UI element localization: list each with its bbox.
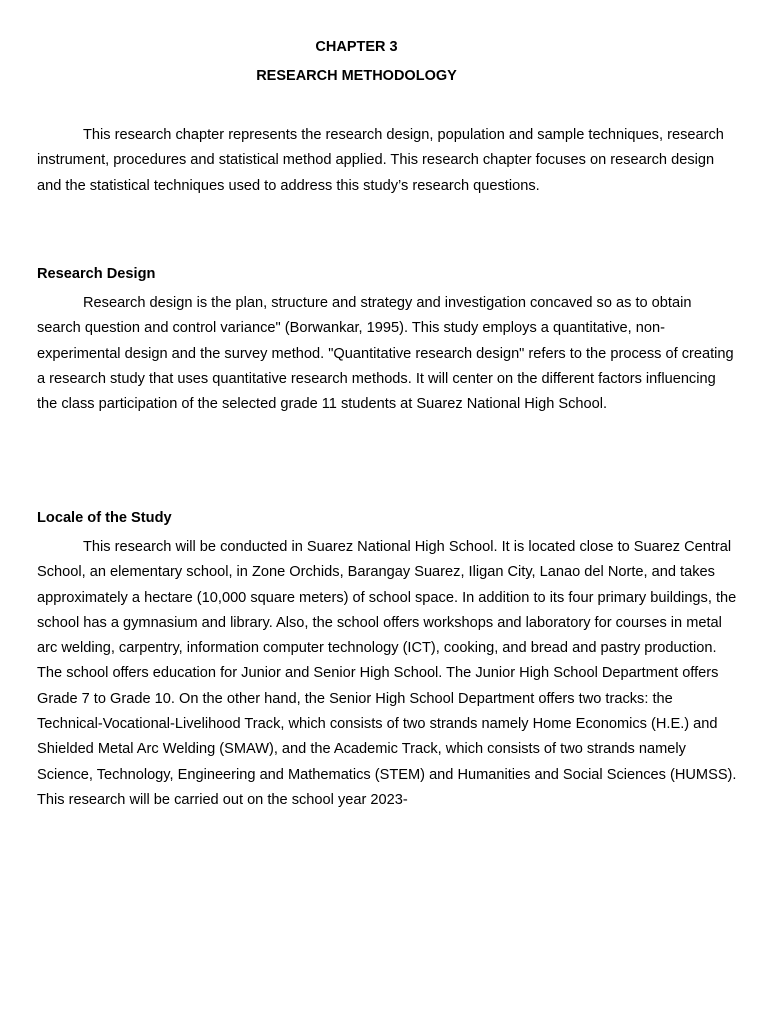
intro-paragraph-text: This research chapter represents the research design, population and sample techniques, research instrument, procedures and statistical method applied. This research chapter focuses on research design and the statistical techniques used to address this study’s research questions. — [37, 127, 724, 194]
locale-paragraph-text: This research will be conducted in Suarez National High School. It is located close to Suarez Central School, an elementary school, in Zone Orchids, Barangay Suarez, Iligan City, Lanao del Norte, and takes approximately a hectare (10,000 square meters) of school space. In addition to its four primary buildings, the school has a gymnasium and library. Also, the school offers workshops and laboratory for courses in metal arc welding, carpentry, information computer technology (ICT), cooking, and bread and pastry production. The school offers education for Junior and Senior High School. The Junior High School Department offers Grade 7 to Grade 10. On the other hand, the Senior High School Department offers two tracks: the Technical-Vocational-Livelihood Track, which consists of two strands namely Home Economics (H.E.) and Shielded Metal Arc Welding (SMAW), and the Academic Track, which consists of two strands namely Science, Technology, Engineering and Mathematics (STEM) and Humanities and Social Sciences (HUMSS). This research will be carried out on the school year 2023- — [37, 539, 737, 808]
research-design-paragraph — [37, 291, 737, 417]
locale-heading: Locale of the Study — [37, 510, 172, 526]
research-design-paragraph-text: Research design is the plan, structure and strategy and investigation concaved so as to obtain search question and control variance" (Borwankar, 1995). This study employs a quantitative, non-experimental design and the survey method. "Quantitative research design" refers to the process of creating a research study that uses quantitative research methods. It will center on the different factors influencing the class participation of the selected grade 11 students at Suarez National High School. — [37, 295, 734, 413]
chapter-title: RESEARCH METHODOLOGY — [256, 68, 457, 84]
intro-paragraph — [37, 123, 737, 199]
locale-paragraph — [37, 535, 737, 813]
chapter-number: CHAPTER 3 — [315, 39, 398, 55]
research-design-heading: Research Design — [37, 266, 156, 282]
